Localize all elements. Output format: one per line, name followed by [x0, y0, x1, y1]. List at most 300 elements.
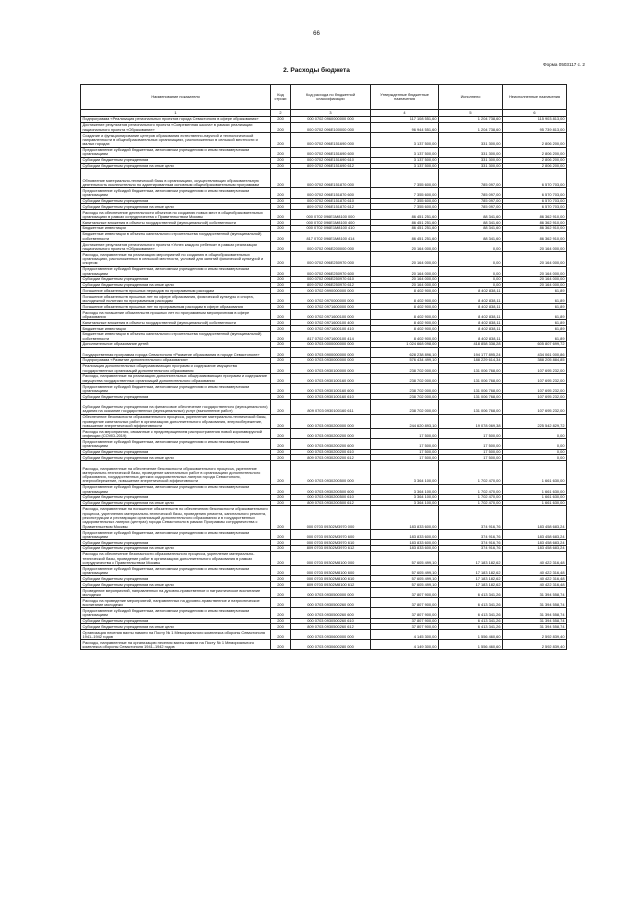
- cell-executed: 331 300,00: [439, 132, 503, 147]
- cell-name: Проведение мероприятий, направленных на духовно-нравственное и патриотическое воспитание молодежи: [81, 587, 271, 597]
- cell-classification-code: 000 0703 0930600000 000: [291, 630, 371, 640]
- cell-unexecuted: 6 570 703,00: [503, 188, 567, 198]
- cell-approved: 17 500,00: [371, 439, 439, 449]
- cell-line-code: 200: [271, 304, 291, 310]
- cell-classification-code: 809 0702 096E250970 612: [291, 282, 371, 288]
- cell-classification-code: 000 0702 096E151690 600: [291, 147, 371, 157]
- table-row: [81, 210, 567, 220]
- cell-approved: 96 944 551,60: [371, 122, 439, 132]
- cell-approved: 7 355 600,00: [371, 198, 439, 204]
- cell-approved: 183 833 600,00: [371, 506, 439, 530]
- cell-approved: 628 238 896,10: [371, 347, 439, 357]
- cell-unexecuted: 107 695 232,00: [503, 373, 567, 383]
- cell-unexecuted: 434 061 000,86: [503, 347, 567, 357]
- cell-classification-code: 000 0703 0930100160 600: [291, 384, 371, 394]
- cell-approved: 7 355 600,00: [371, 204, 439, 210]
- cell-classification-code: 000 0702 096E151690 000: [291, 132, 371, 147]
- table-row: [81, 640, 567, 650]
- cell-classification-code: 000 0703 0930200500 610: [291, 494, 371, 500]
- cell-name: Предоставление субсидий бюджетным, автономным учреждениям и иным некоммерческим организациям: [81, 439, 271, 449]
- cell-name: Субсидии бюджетным учреждениям на финансовое обеспечение государственного (муниципального) задания на оказание государственных (муниципальных) услуг (выполнение работ): [81, 400, 271, 415]
- cell-classification-code: 809 0703 09302M8100 612: [291, 582, 371, 588]
- cell-name: Достижение результатов регионального проекта «Успех каждого ребенка» в рамках реализации национального проекта «Образование»: [81, 241, 271, 251]
- cell-classification-code: 809 0703 0930100160 611: [291, 400, 371, 415]
- cell-approved: 37 807 900,00: [371, 618, 439, 624]
- cell-line-code: 200: [271, 342, 291, 348]
- col-number: 5: [439, 110, 503, 117]
- cell-name: Предоставление субсидий бюджетным, автономным учреждениям и иным некоммерческим организациям: [81, 188, 271, 198]
- cell-approved: 3 364 100,00: [371, 500, 439, 506]
- cell-unexecuted: 107 695 232,00: [503, 363, 567, 373]
- table-row: [81, 117, 567, 123]
- table-row: [81, 304, 567, 310]
- cell-executed: 8 402 838,11: [439, 331, 503, 341]
- cell-name: Расходы, направленные на погашение обязательств по обеспечению безопасности образовательного процесса, укреплению материально-технической базы, проведению ремонта, капитального ремонта, реконструкции и реставрации организаций дополнительного образования и в государственных оздоровительных лагерях (центрах) города Севастополя в рамках Программы сотрудничества с Правительством Москвы: [81, 506, 271, 530]
- cell-executed: 0,00: [439, 266, 503, 276]
- cell-name: Расходы, направленные на реализацию мероприятий по созданию в общеобразовательных организациях, расположенных в сельской местности, условий для занятий физической культурой и спортом: [81, 252, 271, 267]
- table-row: [81, 529, 567, 539]
- cell-executed: 0,00: [439, 252, 503, 267]
- cell-unexecuted: 183 458 683,24: [503, 540, 567, 546]
- cell-classification-code: 000 0702 096E250970 000: [291, 252, 371, 267]
- cell-executed: 17 183 182,62: [439, 566, 503, 576]
- cell-classification-code: 000 0702 096E151870 000: [291, 169, 371, 188]
- cell-line-code: 200: [271, 188, 291, 198]
- cell-approved: 238 702 000,00: [371, 384, 439, 394]
- table-row: [81, 122, 567, 132]
- table-row: [81, 500, 567, 506]
- cell-approved: 86 451 251,60: [371, 210, 439, 220]
- table-row: [81, 455, 567, 461]
- cell-line-code: 200: [271, 288, 291, 294]
- cell-executed: 0,00: [439, 276, 503, 282]
- cell-line-code: 200: [271, 400, 291, 415]
- table-row: [81, 373, 567, 383]
- cell-line-code: 200: [271, 357, 291, 363]
- cell-unexecuted: 6 570 703,00: [503, 169, 567, 188]
- table-row: [81, 608, 567, 618]
- cell-line-code: 200: [271, 373, 291, 383]
- col-number: 6: [503, 110, 567, 117]
- cell-classification-code: 000 0703 0930500000 000: [291, 587, 371, 597]
- section-title: 2. Расходы бюджета: [283, 67, 350, 74]
- cell-name: Субсидии бюджетным учреждениям: [81, 449, 271, 455]
- cell-name: Субсидии бюджетным учреждениям: [81, 576, 271, 582]
- cell-classification-code: 000 0703 09302M8100 000: [291, 551, 371, 566]
- cell-name: Обновление материально-технической базы в организациях, осуществляющих образовательную деятельность исключительно по адаптированным основным общеобразовательным программам: [81, 169, 271, 188]
- col-header-line-code: Код строки: [271, 85, 291, 110]
- cell-approved: 183 833 600,00: [371, 545, 439, 551]
- page-number: 66: [313, 31, 320, 37]
- col-number: 1: [81, 110, 271, 117]
- cell-line-code: 200: [271, 576, 291, 582]
- col-number: 4: [371, 110, 439, 117]
- cell-name: Субсидии бюджетным учреждениям: [81, 618, 271, 624]
- cell-unexecuted: 61,89: [503, 331, 567, 341]
- table-row: [81, 363, 567, 373]
- cell-name: Расходы на обеспечение деятельности объектов по созданию новых мест в общеобразовательных организациях в рамках сотрудничества с Правительством Москвы: [81, 210, 271, 220]
- cell-name: Погашение обязательств прошлых лет по программным расходам в сфере образования: [81, 304, 271, 310]
- table-row: [81, 294, 567, 304]
- cell-approved: 37 807 900,00: [371, 587, 439, 597]
- cell-line-code: 200: [271, 394, 291, 400]
- cell-line-code: 200: [271, 449, 291, 455]
- cell-line-code: 200: [271, 529, 291, 539]
- cell-unexecuted: 95 739 813,00: [503, 122, 567, 132]
- col-header-classification-code: Код расхода по бюджетной классификации: [291, 85, 371, 110]
- cell-name: Бюджетные инвестиции в объекты капитального строительства государственной (муниципальной) собственности: [81, 231, 271, 241]
- table-row: [81, 461, 567, 485]
- table-row: [81, 414, 567, 429]
- table-row: [81, 252, 567, 267]
- cell-line-code: 200: [271, 566, 291, 576]
- cell-line-code: 200: [271, 551, 291, 566]
- cell-classification-code: 809 0703 0930200200 612: [291, 455, 371, 461]
- cell-line-code: 200: [271, 266, 291, 276]
- table-row: [81, 566, 567, 576]
- cell-unexecuted: 31 394 558,74: [503, 587, 567, 597]
- cell-classification-code: 000 0702 096E200000 000: [291, 241, 371, 251]
- cell-name: Расходы, направленные на обеспечение безопасности образовательного процесса, укрепление материально-технической базы, проведение капитальных работ в организациях дополнительного образования, государственных детских оздоровительных лагерях города Севастополя, энергосбережение, повышение энергетической эффективности: [81, 461, 271, 485]
- cell-unexecuted: 605 807 699,72: [503, 342, 567, 348]
- cell-unexecuted: 2 806 200,00: [503, 147, 567, 157]
- cell-executed: 0,00: [439, 282, 503, 288]
- cell-classification-code: 000 0703 09302M3970 600: [291, 529, 371, 539]
- table-row: [81, 484, 567, 494]
- cell-approved: 183 833 600,00: [371, 529, 439, 539]
- cell-name: Бюджетные инвестиции: [81, 225, 271, 231]
- cell-line-code: 200: [271, 252, 291, 267]
- table-row: [81, 384, 567, 394]
- cell-unexecuted: 20 164 000,00: [503, 282, 567, 288]
- cell-executed: 418 858 338,28: [439, 342, 503, 348]
- cell-name: Субсидии бюджетным учреждениям: [81, 394, 271, 400]
- cell-line-code: 200: [271, 198, 291, 204]
- cell-unexecuted: 183 458 683,24: [503, 506, 567, 530]
- cell-classification-code: 000 0702 096E151870 610: [291, 198, 371, 204]
- cell-line-code: 200: [271, 624, 291, 630]
- cell-name: Создание и функционирование центров образования естественно-научной и технологической направленности в общеобразовательных организациях, расположенных в сельской местности и малых городах: [81, 132, 271, 147]
- cell-line-code: 200: [271, 276, 291, 282]
- cell-name: Субсидии бюджетным учреждениям на иные цели: [81, 545, 271, 551]
- table-row: [81, 188, 567, 198]
- cell-line-code: 200: [271, 587, 291, 597]
- table-row: [81, 163, 567, 169]
- cell-line-code: 200: [271, 122, 291, 132]
- cell-classification-code: 000 0703 0930200200 600: [291, 439, 371, 449]
- cell-name: Субсидии бюджетным учреждениям: [81, 540, 271, 546]
- cell-line-code: 200: [271, 630, 291, 640]
- cell-line-code: 200: [271, 414, 291, 429]
- cell-name: Субсидии бюджетным учреждениям на иные цели: [81, 582, 271, 588]
- cell-line-code: 200: [271, 461, 291, 485]
- cell-approved: 3 137 500,00: [371, 132, 439, 147]
- cell-classification-code: 000 0702 096E250970 600: [291, 266, 371, 276]
- cell-unexecuted: 107 695 232,00: [503, 384, 567, 394]
- cell-line-code: 200: [271, 494, 291, 500]
- cell-line-code: 200: [271, 117, 291, 123]
- cell-executed: 188 229 614,34: [439, 357, 503, 363]
- cell-line-code: 200: [271, 384, 291, 394]
- cell-approved: 8 402 900,00: [371, 331, 439, 341]
- cell-approved: 4 145 300,00: [371, 630, 439, 640]
- cell-name: Реализация дополнительных общеразвивающих программ и содержание имущества государственных организаций дополнительного образования: [81, 363, 271, 373]
- table-row: [81, 204, 567, 210]
- cell-executed: 785 097,00: [439, 169, 503, 188]
- cell-line-code: 200: [271, 331, 291, 341]
- cell-executed: 17 183 182,62: [439, 582, 503, 588]
- cell-line-code: 200: [271, 484, 291, 494]
- cell-executed: 131 006 768,00: [439, 400, 503, 415]
- cell-approved: 20 164 000,00: [371, 266, 439, 276]
- cell-unexecuted: 1 661 630,00: [503, 461, 567, 485]
- cell-unexecuted: 388 205 884,85: [503, 357, 567, 363]
- cell-unexecuted: 40 422 316,48: [503, 582, 567, 588]
- cell-unexecuted: 2 806 200,00: [503, 132, 567, 147]
- cell-name: Капитальные вложения в объекты государственной (муниципальной) собственности: [81, 220, 271, 226]
- cell-executed: 0,00: [439, 241, 503, 251]
- cell-line-code: 200: [271, 347, 291, 357]
- table-row: [81, 169, 567, 188]
- cell-line-code: 200: [271, 241, 291, 251]
- cell-name: Расходы на погашение обязательств прошлых лет по программным мероприятиям в сфере образования: [81, 310, 271, 320]
- table-row: [81, 282, 567, 288]
- cell-classification-code: 000 0703 0930000000 000: [291, 357, 371, 363]
- cell-approved: 238 702 000,00: [371, 394, 439, 400]
- cell-executed: 6 413 341,26: [439, 608, 503, 618]
- cell-classification-code: 000 0703 09302M3970 000: [291, 506, 371, 530]
- col-number: 2: [271, 110, 291, 117]
- cell-classification-code: 809 0702 096E151870 612: [291, 204, 371, 210]
- table-row: [81, 241, 567, 251]
- cell-name: Предоставление субсидий бюджетным, автономным учреждениям и иным некоммерческим организациям: [81, 484, 271, 494]
- cell-executed: 88 341,60: [439, 210, 503, 220]
- cell-unexecuted: 61,89: [503, 304, 567, 310]
- table-row: [81, 587, 567, 597]
- cell-classification-code: 000 0703 0900000000 000: [291, 347, 371, 357]
- cell-executed: 8 402 838,11: [439, 320, 503, 326]
- cell-unexecuted: 1 661 630,00: [503, 484, 567, 494]
- cell-executed: 331 300,00: [439, 147, 503, 157]
- cell-classification-code: 000 0702 0990000000 000: [291, 288, 371, 294]
- table-row: [81, 331, 567, 341]
- cell-approved: 8 402 900,00: [371, 326, 439, 332]
- cell-name: Бюджетные инвестиции в объекты капитального строительства государственной (муниципальной) собственности: [81, 331, 271, 341]
- cell-executed: 88 341,60: [439, 220, 503, 226]
- cell-executed: 17 500,00: [439, 455, 503, 461]
- cell-name: Бюджетные инвестиции: [81, 326, 271, 332]
- cell-name: Государственная программа города Севастополя «Развитие образования в городе Севастополе»: [81, 347, 271, 357]
- cell-executed: 1 702 470,00: [439, 484, 503, 494]
- cell-line-code: 200: [271, 506, 291, 530]
- cell-classification-code: 000 0703 0930200200 610: [291, 449, 371, 455]
- cell-approved: 3 364 100,00: [371, 461, 439, 485]
- table-row: [81, 582, 567, 588]
- column-number-row: [81, 110, 567, 117]
- cell-executed: 374 916,76: [439, 540, 503, 546]
- cell-approved: 37 807 900,00: [371, 598, 439, 608]
- cell-classification-code: 000 0703 0930500260 600: [291, 608, 371, 618]
- cell-name: Погашение обязательств прошлых периодов по программным расходам: [81, 288, 271, 294]
- cell-classification-code: 000 0702 096E151870 600: [291, 188, 371, 198]
- cell-unexecuted: 107 695 232,00: [503, 400, 567, 415]
- cell-unexecuted: 31 394 558,74: [503, 598, 567, 608]
- cell-executed: 17 500,00: [439, 429, 503, 439]
- table-row: [81, 400, 567, 415]
- cell-executed: 1 702 470,00: [439, 494, 503, 500]
- cell-executed: 131 006 768,00: [439, 363, 503, 373]
- cell-executed: 1 556 460,60: [439, 640, 503, 650]
- cell-line-code: 200: [271, 455, 291, 461]
- cell-name: Субсидии бюджетным учреждениям на иные цели: [81, 163, 271, 169]
- cell-classification-code: 809 0703 09302M3970 612: [291, 545, 371, 551]
- cell-approved: 20 164 000,00: [371, 276, 439, 282]
- cell-unexecuted: 20 164 000,00: [503, 252, 567, 267]
- cell-classification-code: 000 0703 0930600280 000: [291, 640, 371, 650]
- cell-name: Предоставление субсидий бюджетным, автономным учреждениям и иным некоммерческим организациям: [81, 147, 271, 157]
- cell-unexecuted: 61,89: [503, 310, 567, 320]
- cell-executed: 785 097,00: [439, 204, 503, 210]
- cell-name: Субсидии бюджетным учреждениям: [81, 198, 271, 204]
- cell-approved: 20 164 000,00: [371, 282, 439, 288]
- cell-unexecuted: 86 362 910,00: [503, 220, 567, 226]
- cell-line-code: 200: [271, 204, 291, 210]
- cell-line-code: 200: [271, 326, 291, 332]
- table-row: [81, 551, 567, 566]
- table-row: [81, 320, 567, 326]
- table-row: [81, 132, 567, 147]
- cell-approved: 576 434 499,10: [371, 357, 439, 363]
- cell-name: Обеспечение безопасности образовательного процесса, укрепление материально-технической базы, проведение капитальных работ в организациях дополнительного образования, энергосбережение, повышение энергетической эффективности: [81, 414, 271, 429]
- form-code: Форма 0503117 с. 2: [543, 62, 585, 67]
- cell-name: Организация несения вахты памяти на Посту № 1 Мемориального комплекса обороны Севастополя 1941–1942 годов: [81, 630, 271, 640]
- cell-unexecuted: 40 422 316,48: [503, 551, 567, 566]
- cell-classification-code: 000 0702 0970000000 000: [291, 294, 371, 304]
- cell-name: Подпрограмма «Развитие дополнительного образования»: [81, 357, 271, 363]
- cell-classification-code: 000 0702 0971600100 400: [291, 320, 371, 326]
- cell-classification-code: 000 0703 0930200500 600: [291, 484, 371, 494]
- cell-executed: 6 413 341,26: [439, 624, 503, 630]
- expenses-table: [80, 84, 567, 650]
- cell-approved: 86 451 251,60: [371, 220, 439, 226]
- table-row: [81, 439, 567, 449]
- cell-classification-code: 809 0702 096E151690 612: [291, 163, 371, 169]
- cell-executed: 17 183 182,62: [439, 551, 503, 566]
- table-row: [81, 624, 567, 630]
- cell-executed: 331 300,00: [439, 163, 503, 169]
- cell-name: Расходы, направленные на организацию несения вахты памяти на Посту № 1 Мемориального комплекса обороны Севастополя 1941–1942 годов: [81, 640, 271, 650]
- cell-approved: 20 164 000,00: [371, 241, 439, 251]
- cell-unexecuted: 6 570 703,00: [503, 204, 567, 210]
- cell-executed: 131 006 768,00: [439, 373, 503, 383]
- cell-approved: 86 451 251,60: [371, 231, 439, 241]
- cell-name: Предоставление субсидий бюджетным, автономным учреждениям и иным некоммерческим организациям: [81, 566, 271, 576]
- cell-executed: 8 402 838,11: [439, 326, 503, 332]
- cell-line-code: 200: [271, 598, 291, 608]
- cell-executed: 785 097,00: [439, 188, 503, 198]
- cell-executed: 8 402 838,11: [439, 294, 503, 304]
- cell-unexecuted: 183 458 683,24: [503, 545, 567, 551]
- cell-classification-code: 000 0703 0930200200 000: [291, 429, 371, 439]
- table-row: [81, 357, 567, 363]
- cell-executed: 1 204 738,60: [439, 122, 503, 132]
- cell-approved: 8 402 900,00: [371, 304, 439, 310]
- table-row: [81, 429, 567, 439]
- cell-line-code: 200: [271, 231, 291, 241]
- cell-line-code: 200: [271, 310, 291, 320]
- cell-approved: 238 702 000,00: [371, 400, 439, 415]
- cell-name: Достижение результатов регионального проекта «Современная школа» в рамках реализации национального проекта «Образование»: [81, 122, 271, 132]
- cell-classification-code: 000 0703 0930100160 610: [291, 394, 371, 400]
- cell-name: Предоставление субсидий бюджетным, автономным учреждениям и иным некоммерческим организациям: [81, 266, 271, 276]
- cell-approved: 57 605 499,10: [371, 551, 439, 566]
- cell-approved: 1 024 668 098,00: [371, 342, 439, 348]
- cell-approved: 37 807 900,00: [371, 624, 439, 630]
- cell-classification-code: 000 0702 0971600100 410: [291, 326, 371, 332]
- cell-line-code: 200: [271, 545, 291, 551]
- cell-unexecuted: 0,00: [503, 439, 567, 449]
- cell-unexecuted: 0,00: [503, 429, 567, 439]
- cell-approved: 8 402 900,00: [371, 294, 439, 304]
- cell-approved: 3 364 100,00: [371, 494, 439, 500]
- cell-name: Дополнительное образование детей: [81, 342, 271, 348]
- cell-unexecuted: 6 570 703,00: [503, 198, 567, 204]
- cell-unexecuted: 61,89: [503, 326, 567, 332]
- cell-line-code: 200: [271, 500, 291, 506]
- cell-executed: 1 702 470,00: [439, 461, 503, 485]
- cell-approved: 4 149 300,00: [371, 640, 439, 650]
- cell-line-code: 200: [271, 439, 291, 449]
- col-header-approved: Утвержденные бюджетные назначения: [371, 85, 439, 110]
- cell-unexecuted: 61,89: [503, 288, 567, 294]
- cell-approved: 37 807 900,00: [371, 608, 439, 618]
- cell-executed: 17 183 182,62: [439, 576, 503, 582]
- cell-line-code: 200: [271, 640, 291, 650]
- cell-line-code: 200: [271, 363, 291, 373]
- cell-line-code: 200: [271, 147, 291, 157]
- cell-unexecuted: 40 422 316,48: [503, 576, 567, 582]
- cell-unexecuted: 86 362 910,00: [503, 210, 567, 220]
- cell-name: Субсидии бюджетным учреждениям на иные цели: [81, 282, 271, 288]
- cell-executed: 8 402 838,11: [439, 288, 503, 294]
- cell-line-code: 200: [271, 282, 291, 288]
- cell-approved: 86 451 251,60: [371, 225, 439, 231]
- cell-classification-code: 000 0703 09302M8100 600: [291, 566, 371, 576]
- cell-executed: 6 413 341,26: [439, 587, 503, 597]
- cell-name: Субсидии бюджетным учреждениям на иные цели: [81, 455, 271, 461]
- cell-line-code: 200: [271, 618, 291, 624]
- table-row: [81, 288, 567, 294]
- cell-classification-code: 000 0702 096E1M8100 000: [291, 210, 371, 220]
- cell-classification-code: 817 0702 0971600100 414: [291, 331, 371, 341]
- cell-classification-code: 000 0702 0971600100 000: [291, 310, 371, 320]
- cell-approved: 57 605 499,10: [371, 566, 439, 576]
- cell-unexecuted: 115 903 813,00: [503, 117, 567, 123]
- cell-name: Капитальные вложения в объекты государственной (муниципальной) собственности: [81, 320, 271, 326]
- cell-line-code: 200: [271, 294, 291, 304]
- cell-classification-code: 000 0702 096E1M8100 410: [291, 225, 371, 231]
- cell-approved: 7 355 600,00: [371, 169, 439, 188]
- cell-name: Субсидии бюджетным учреждениям: [81, 494, 271, 500]
- cell-executed: 88 341,60: [439, 225, 503, 231]
- cell-executed: 131 006 768,00: [439, 384, 503, 394]
- col-header-name: Наименование показателя: [81, 85, 271, 110]
- cell-classification-code: 000 0703 0930100160 000: [291, 373, 371, 383]
- cell-executed: 131 006 768,00: [439, 394, 503, 400]
- cell-line-code: 200: [271, 540, 291, 546]
- cell-classification-code: 000 0703 09302M8100 610: [291, 576, 371, 582]
- cell-approved: 183 833 600,00: [371, 540, 439, 546]
